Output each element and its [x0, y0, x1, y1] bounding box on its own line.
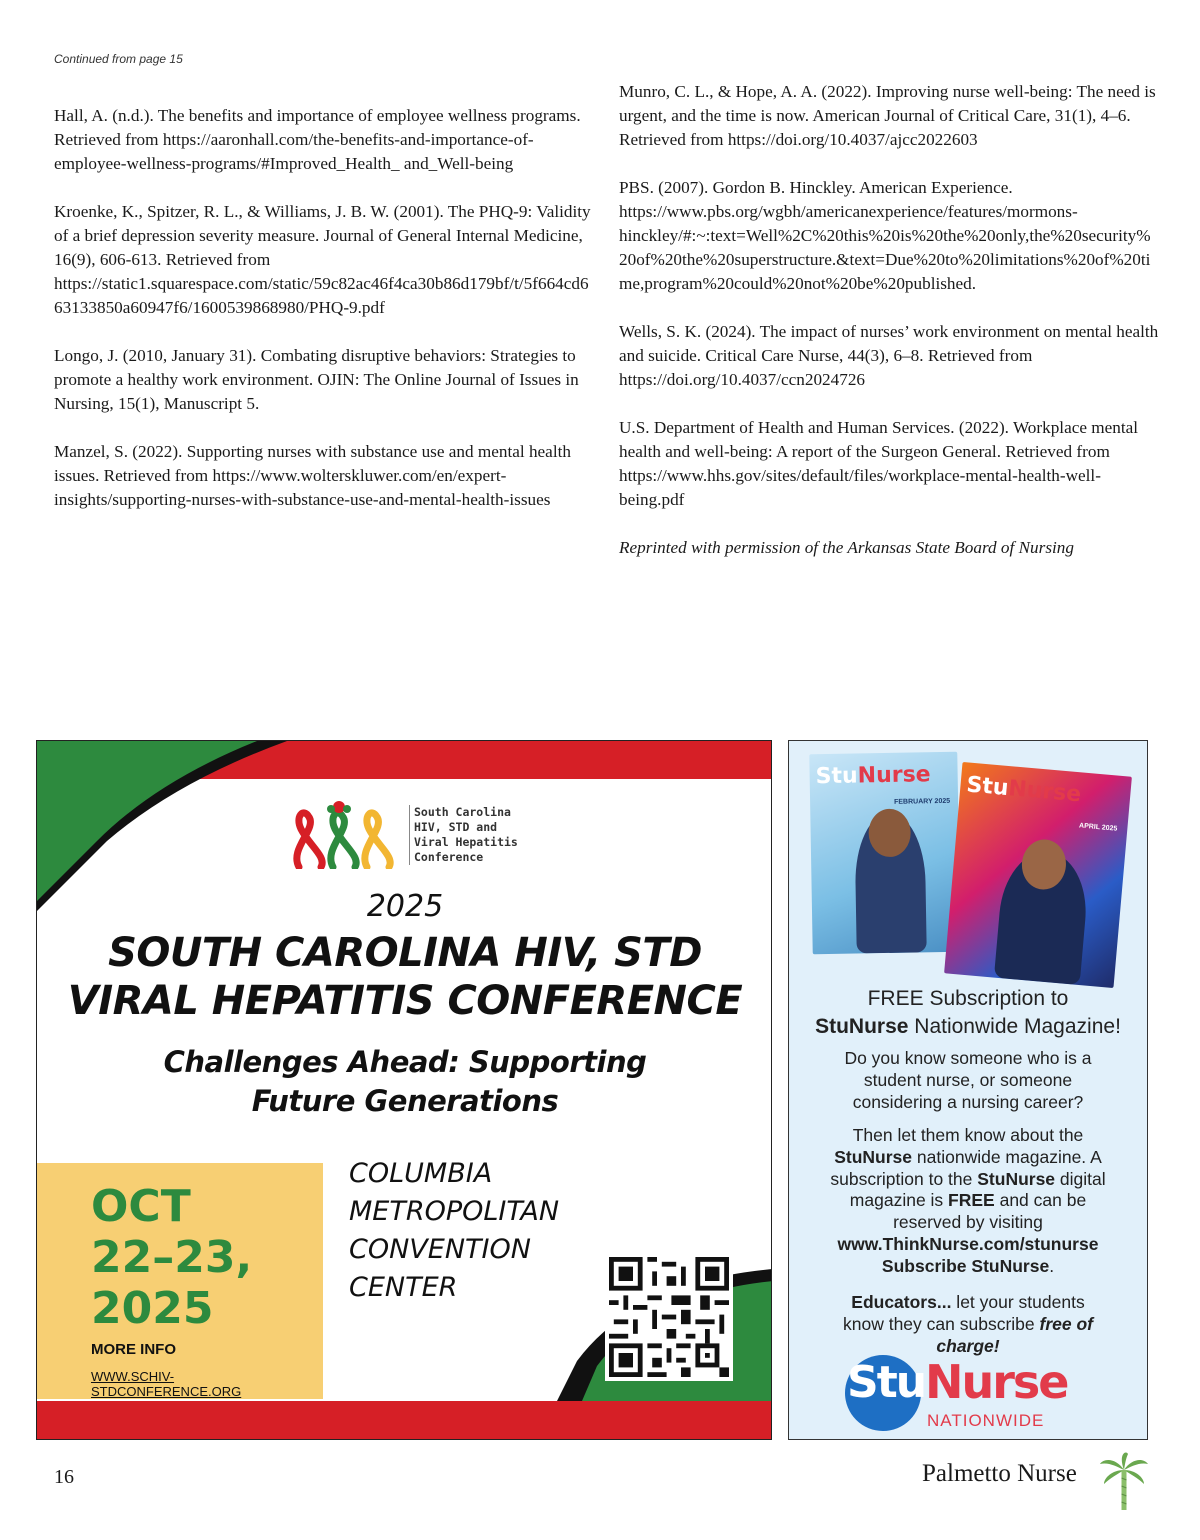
reference-longo: Longo, J. (2010, January 31). Combating disruptive behaviors: Strategies to promote a healthy work environment. OJIN: The Online Journal of Issues in Nursing, 15(1), Manuscript 5. [54, 346, 579, 413]
magazine-cover-date: APRIL 2025 [1078, 822, 1118, 833]
stunurse-body [789, 1125, 1147, 1278]
subscribe-link[interactable]: Subscribe StuNurse [881, 1255, 1050, 1276]
reprint-note: Reprinted with permission of the Arkansas State Board of Nursing [619, 538, 1074, 557]
stunurse-ad[interactable] [788, 740, 1148, 1440]
conference-logo-text: South Carolina HIV, STD and Viral Hepatitis Conference [409, 805, 518, 865]
magazine-cover-date: FEBRUARY 2025 [894, 797, 951, 806]
body-end: . [1049, 1255, 1055, 1276]
reference-wells: Wells, S. K. (2024). The impact of nurses’ work environment on mental health and suicide. Critical Care Nurse, 44(3), 6–8. Retrieved from https://doi.org/10.4037/ccn2024726 [619, 322, 1159, 389]
reference-manzel: Manzel, S. (2022). Supporting nurses with substance use and mental health issues. Retrieved from https://www.wolterskluwer.com/en/expert-insights/supporting-nurses-with-substance-use-and-mental-health-issues [54, 442, 571, 509]
reference-kroenke: Kroenke, K., Spitzer, R. L., & Williams, J. B. W. (2001). The PHQ-9: Validity of a brief depression severity measure. Journal of General Internal Medicine, 16(9), 606-613. Retrieved from https://static1.squarespace.com/static/59c82ac46f4ca30b86d179bf/t/5f664cd663133850a60947f6/1600539868980/PHQ-9.pdf [54, 202, 591, 317]
question-text: Do you know someone who is a student nurse, or someone considering a nursing career? [844, 1048, 1092, 1112]
body-text: digital magazine is [849, 1168, 1106, 1211]
stunurse-headline-line1: FREE Subscription to [867, 987, 1069, 1010]
educators-free: free of charge! [936, 1314, 1093, 1356]
educators-label: Educators... [851, 1292, 952, 1312]
conference-date: OCT 22–23, 2025 [91, 1181, 253, 1334]
conference-subtitle [37, 1043, 772, 1121]
magazine-cover-logo: StuNurse [815, 762, 931, 790]
conference-title [37, 929, 772, 1025]
stunurse-question [789, 1047, 1147, 1113]
conference-year: 2025 [366, 889, 444, 924]
stunurse-educators [789, 1291, 1147, 1357]
qr-code-icon[interactable] [605, 1253, 733, 1381]
stunurse-headline [789, 985, 1147, 1041]
reference-hhs: U.S. Department of Health and Human Services. (2022). Workplace mental health and well-being: A report of the Surgeon General. Retrieved from https://www.hhs.gov/sites/default/files/workplace-mental-health-well-being.pdf [619, 418, 1139, 509]
magazine-cover-april [944, 762, 1132, 988]
reference-pbs: PBS. (2007). Gordon B. Hinckley. American Experience. https://www.pbs.org/wgbh/americanexperience/features/mormons-hinckley/#:~:text=Well%2C%20this%20is%20the%20only,the%20security%20of%20the%20superstructure.&text=Due%20to%20limitations%20of%20time,program%20could%20not%20be%20published. [619, 178, 1151, 293]
ad-bottom-band [37, 1401, 772, 1440]
reference-munro: Munro, C. L., & Hope, A. A. (2022). Improving nurse well-being: The need is urgent, and the time is now. American Journal of Critical Care, 31(1), 4–6. Retrieved from https://doi.org/10.4037/ajcc2022603 [619, 82, 1156, 149]
brand-name: StuNurse [834, 1146, 913, 1167]
subscribe-url-link[interactable]: www.ThinkNurse.com/stunurse [837, 1233, 1099, 1254]
continued-note: Continued from page 15 [54, 52, 183, 66]
brand-name: StuNurse [977, 1168, 1056, 1189]
stunurse-logo-stu: Stu [847, 1357, 926, 1408]
conference-subtitle-line1: Challenges Ahead: Supporting [163, 1045, 647, 1079]
magazine-cover-february [809, 752, 960, 955]
body-text: Then let them know about the [852, 1125, 1084, 1145]
conference-website-link[interactable]: WWW.SCHIV-STDCONFERENCE.ORG [91, 1369, 242, 1399]
references-right-column [619, 80, 1159, 560]
headline-text: Nationwide Magazine! [908, 1015, 1121, 1038]
brand-name: StuNurse [815, 1015, 909, 1038]
conference-venue: COLUMBIA METROPOLITAN CONVENTION CENTER [349, 1158, 560, 1303]
reference-hall: Hall, A. (n.d.). The benefits and importance of employee wellness programs. Retrieved from https://aaronhall.com/the-benefits-and-importance-of-employee-wellness-programs/#Improved_Health_ and_Well-being [54, 106, 581, 173]
palmetto-tree-icon [1098, 1452, 1150, 1512]
body-text: nationwide magazine. A subscription to the [830, 1146, 1102, 1189]
educators-text: let your students know they can subscribe [843, 1292, 1085, 1334]
qr-code-pattern [609, 1257, 729, 1377]
stunurse-logo-nurse: Nurse [925, 1355, 1068, 1409]
free-label: FREE [948, 1190, 995, 1211]
body-text: and can be reserved by visiting [893, 1190, 1087, 1233]
conference-title-line2: VIRAL HEPATITIS CONFERENCE [67, 978, 743, 1024]
conference-subtitle-line2: Future Generations [251, 1084, 559, 1118]
more-info-label: MORE INFO [91, 1341, 176, 1358]
conference-date-box [37, 1163, 323, 1399]
stunurse-logo [845, 1351, 1081, 1433]
stunurse-headline-line2 [789, 1013, 1147, 1041]
stunurse-logo-nationwide: NATIONWIDE [927, 1411, 1045, 1430]
magazine-title: Palmetto Nurse [922, 1460, 1077, 1487]
magazine-cover-logo: StuNurse [965, 772, 1083, 808]
conference-title-line1: SOUTH CAROLINA HIV, STD [108, 930, 702, 976]
page-number: 16 [54, 1466, 74, 1488]
references-left-column [54, 104, 594, 536]
conference-ad[interactable] [36, 740, 772, 1440]
